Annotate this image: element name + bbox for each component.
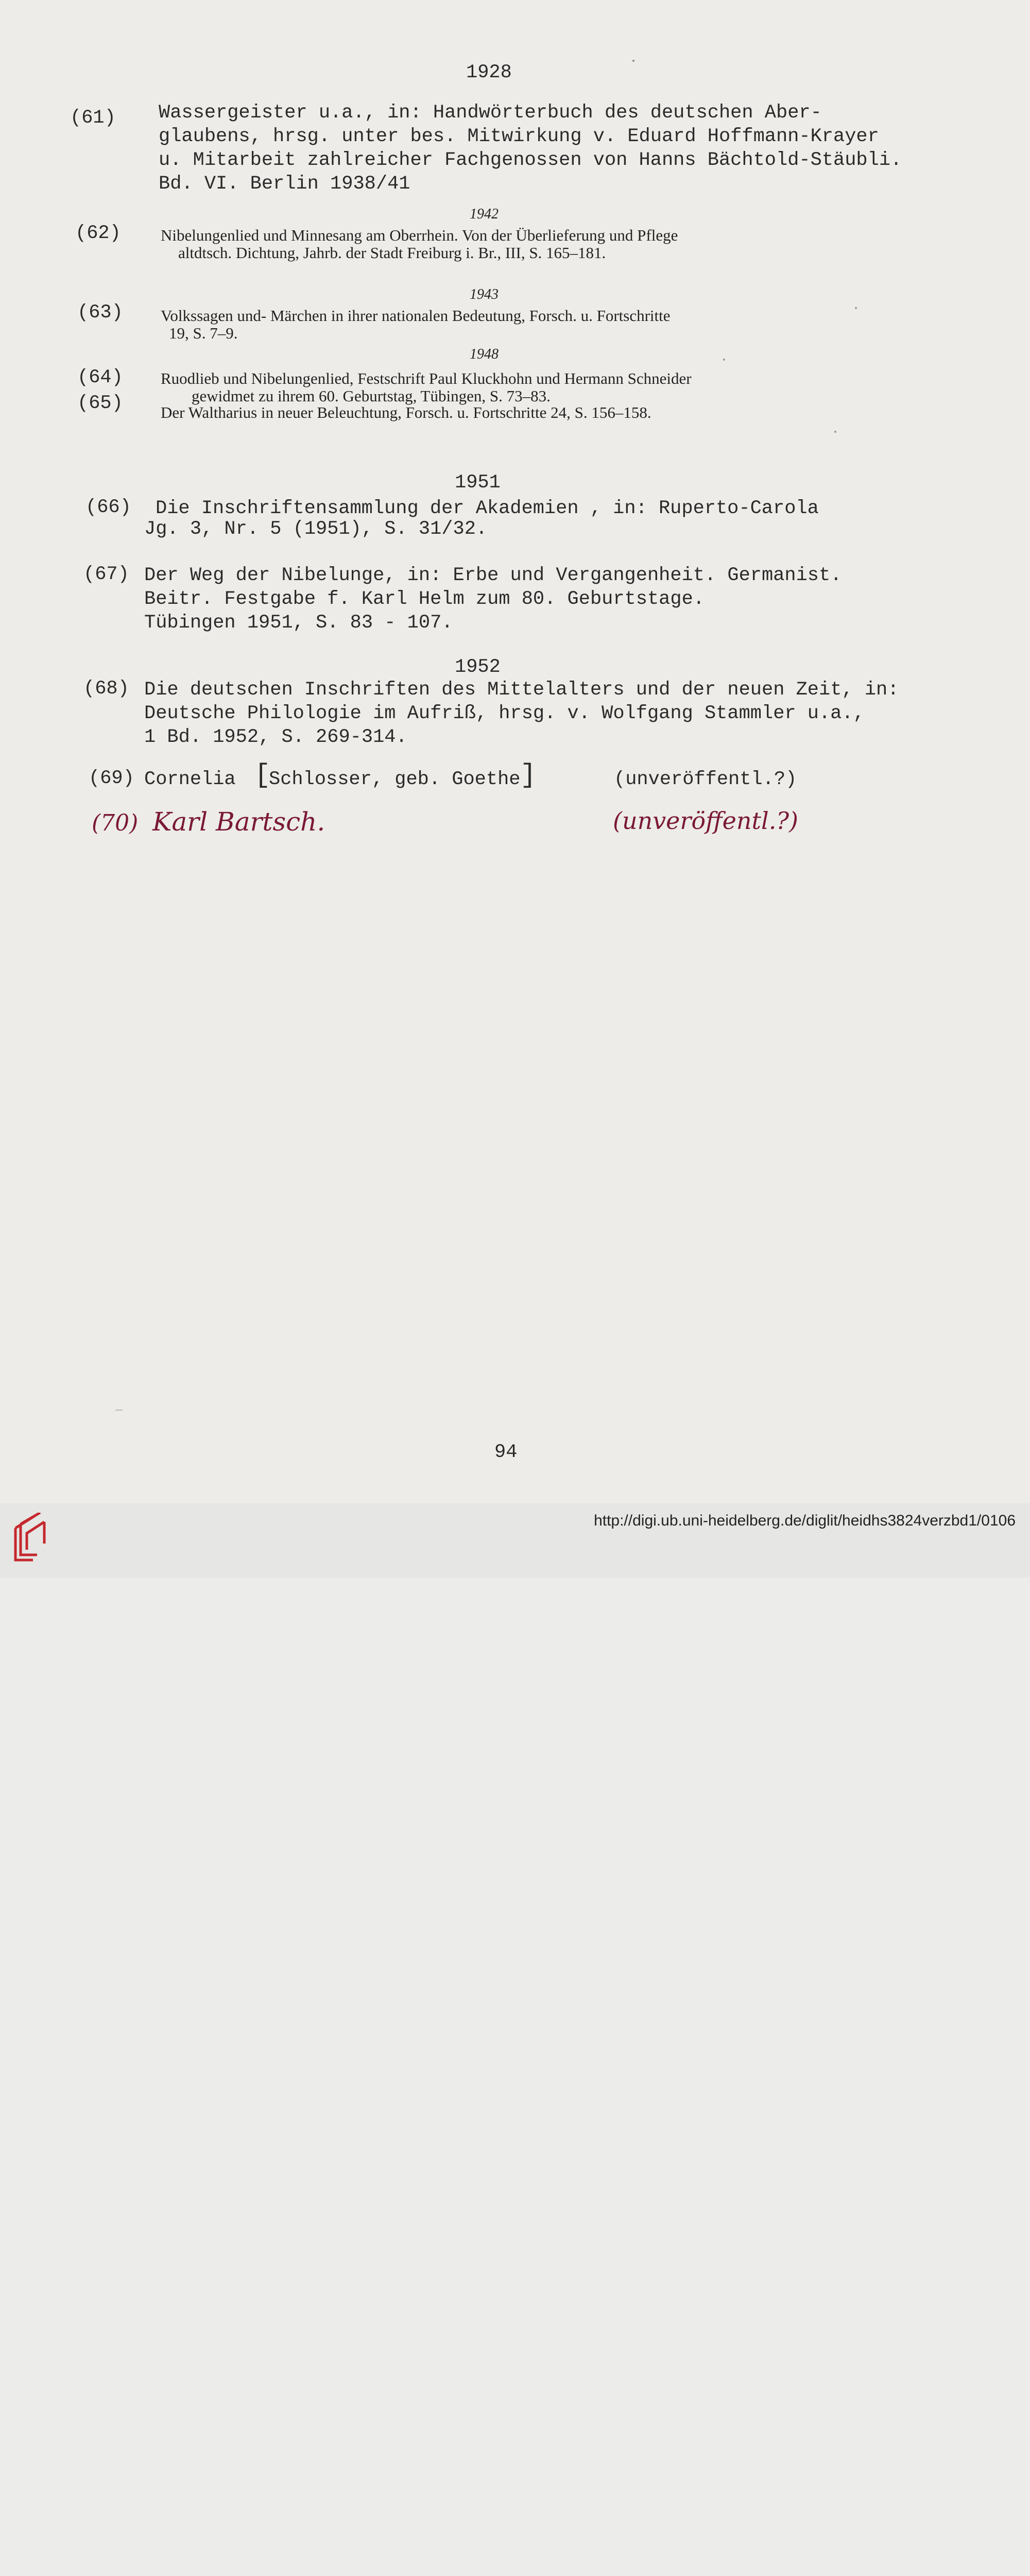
- entry-number-68: (68): [83, 678, 129, 700]
- viewer-footer: [0, 1503, 1030, 1578]
- entry-68-line-3: 1 Bd. 1952, S. 269-314.: [144, 726, 407, 748]
- entry-number-63: (63): [77, 302, 123, 324]
- entry-64-line-2: gewidmet zu ihrem 60. Geburtstag, Tübingen, S. 73–83.: [192, 387, 551, 405]
- entry-62-line-2: altdtsch. Dichtung, Jahrb. der Stadt Freiburg i. Br., III, S. 165–181.: [178, 244, 606, 262]
- entry-number-66: (66): [85, 497, 131, 518]
- entry-63-line-1: Volkssagen und- Märchen in ihrer nationalen Bedeutung, Forsch. u. Fortschritte: [161, 307, 671, 325]
- entry-66-line-2: Jg. 3, Nr. 5 (1951), S. 31/32.: [144, 518, 488, 540]
- year-heading-1948: 1948: [470, 346, 499, 362]
- page-url[interactable]: http://digi.ub.uni-heidelberg.de/diglit/heidhs3824verzbd1/0106: [594, 1512, 1016, 1529]
- entry-70-name-handwritten: Karl Bartsch.: [152, 807, 325, 837]
- year-heading-1942: 1942: [470, 206, 499, 222]
- entry-65-line-1: Der Waltharius in neuer Beleuchtung, Forsch. u. Fortschritte 24, S. 156–158.: [161, 403, 651, 421]
- entry-68-line-1: Die deutschen Inschriften des Mittelalters und der neuen Zeit, in:: [144, 679, 899, 701]
- entry-68-line-2: Deutsche Philologie im Aufriß, hrsg. v. Wolfgang Stammler u.a.,: [144, 703, 865, 724]
- entry-67-line-3: Tübingen 1951, S. 83 - 107.: [144, 612, 453, 634]
- entry-62-line-1: Nibelungenlied und Minnesang am Oberrhein. Von der Überlieferung und Pflege: [161, 226, 678, 244]
- entry-number-70-handwritten: (70): [92, 810, 139, 836]
- paper-speck: [834, 431, 836, 433]
- paper-speck: [115, 1410, 123, 1411]
- entry-61-line-2: glaubens, hrsg. unter bes. Mitwirkung v. Eduard Hoffmann-Krayer: [159, 126, 879, 147]
- year-heading-1943: 1943: [470, 286, 499, 302]
- entry-69-bracket-open: [: [254, 760, 271, 790]
- entry-61-line-1: Wassergeister u.a., in: Handwörterbuch des deutschen Aber-: [159, 102, 822, 124]
- entry-number-67: (67): [83, 564, 129, 585]
- year-heading-1952: 1952: [455, 656, 501, 678]
- entry-64-line-1: Ruodlieb und Nibelungenlied, Festschrift Paul Kluckhohn und Hermann Schneider: [161, 369, 692, 387]
- entry-69-name: Cornelia: [144, 769, 236, 790]
- year-heading-1951: 1951: [455, 472, 501, 494]
- entry-67-line-2: Beitr. Festgabe f. Karl Helm zum 80. Geburtstage.: [144, 588, 705, 610]
- entry-67-line-1: Der Weg der Nibelunge, in: Erbe und Vergangenheit. Germanist.: [144, 565, 842, 586]
- entry-66-line-1: Die Inschriftensammlung der Akademien , in: Ruperto-Carola: [156, 498, 819, 519]
- entry-69-bracket-text: Schlosser, geb. Goethe: [269, 769, 521, 790]
- entry-70-note-handwritten: (unveröffentl.?): [613, 807, 798, 835]
- year-heading-1928: 1928: [466, 62, 512, 83]
- entry-69-note: (unveröffentl.?): [614, 769, 797, 790]
- page-number: 94: [494, 1442, 518, 1463]
- entry-number-69: (69): [89, 768, 134, 789]
- entry-number-62: (62): [75, 223, 121, 244]
- paper-speck: [632, 60, 634, 62]
- entry-61-line-4: Bd. VI. Berlin 1938/41: [159, 173, 410, 195]
- entry-number-61: (61): [70, 107, 116, 129]
- paper-speck: [855, 307, 857, 309]
- entry-number-65: (65): [77, 393, 123, 414]
- entry-69-bracket-close: ]: [520, 760, 537, 790]
- entry-number-64: (64): [77, 367, 123, 388]
- university-library-logo-icon: [12, 1513, 52, 1564]
- entry-63-line-2: 19, S. 7–9.: [169, 324, 238, 342]
- paper-speck: [723, 359, 725, 361]
- entry-61-line-3: u. Mitarbeit zahlreicher Fachgenossen von Hanns Bächtold-Stäubli.: [159, 149, 902, 171]
